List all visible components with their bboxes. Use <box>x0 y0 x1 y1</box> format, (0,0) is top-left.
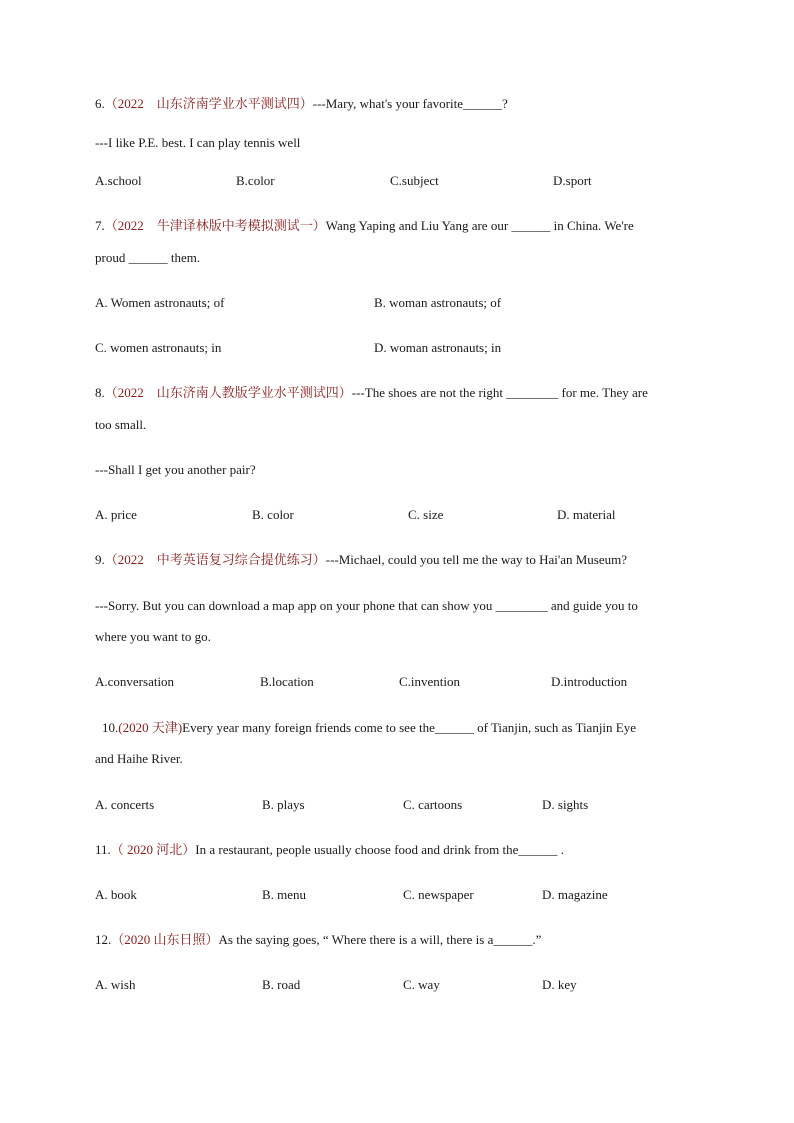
question-9-option-a[interactable]: A.conversation <box>95 674 175 689</box>
question-text: Wang Yaping and Liu Yang are our ______ in China. We're <box>325 218 634 233</box>
question-10-line-2: and Haihe River. <box>95 751 183 766</box>
question-8-option-b[interactable]: B. color <box>252 507 294 522</box>
question-8-option-a[interactable]: A. price <box>95 507 137 522</box>
question-number: 8. <box>95 385 105 400</box>
question-9-option-d[interactable]: D.introduction <box>551 674 628 689</box>
question-12-option-d[interactable]: D. key <box>542 977 577 992</box>
question-text: ---Mary, what's your favorite______? <box>312 96 508 111</box>
question-source: （ 2020 河北） <box>110 842 196 857</box>
question-source: (2020 天津) <box>118 720 183 735</box>
question-7-line-2: proud ______ them. <box>95 250 201 265</box>
question-8-option-d[interactable]: D. material <box>557 507 616 522</box>
question-7-option-a[interactable]: A. Women astronauts; of <box>95 295 225 310</box>
question-12-option-c[interactable]: C. way <box>403 977 440 992</box>
question-10-option-d[interactable]: D. sights <box>542 797 589 812</box>
question-source: （2022 中考英语复习综合提优练习） <box>104 552 326 567</box>
question-text: ---Michael, could you tell me the way to Hai'an Museum? <box>325 552 628 567</box>
question-6-option-d[interactable]: D.sport <box>553 173 592 188</box>
question-9-line-2: ---Sorry. But you can download a map app on your phone that can show you ________ and guide you to <box>95 598 638 613</box>
question-10-option-c[interactable]: C. cartoons <box>403 797 463 812</box>
question-text: ---The shoes are not the right ________ for me. They are <box>351 385 648 400</box>
question-8-option-c[interactable]: C. size <box>408 507 444 522</box>
question-8-line-2: too small. <box>95 417 147 432</box>
question-12-stem <box>95 932 541 948</box>
question-7-option-d[interactable]: D. woman astronauts; in <box>374 340 502 355</box>
question-11-option-a[interactable]: A. book <box>95 887 137 902</box>
question-7-option-c[interactable]: C. women astronauts; in <box>95 340 222 355</box>
question-10-option-a[interactable]: A. concerts <box>95 797 155 812</box>
question-6-option-c[interactable]: C.subject <box>390 173 439 188</box>
question-9-option-c[interactable]: C.invention <box>399 674 461 689</box>
question-11-option-d[interactable]: D. magazine <box>542 887 608 902</box>
question-text: In a restaurant, people usually choose food and drink from the______ . <box>195 842 564 857</box>
question-11-option-c[interactable]: C. newspaper <box>403 887 474 902</box>
question-number: 6. <box>95 96 105 111</box>
question-number: 7. <box>95 218 105 233</box>
question-9-line-3: where you want to go. <box>95 629 211 644</box>
question-source: （2022 牛津译林版中考模拟测试一） <box>104 218 326 233</box>
question-number: 12. <box>95 932 112 947</box>
question-6-line-2: ---I like P.E. best. I can play tennis well <box>95 135 301 150</box>
question-7-option-b[interactable]: B. woman astronauts; of <box>374 295 502 310</box>
question-text: As the saying goes, “ Where there is a will, there is a______.” <box>218 932 542 947</box>
question-6-option-a[interactable]: A.school <box>95 173 142 188</box>
question-10-stem <box>102 720 636 736</box>
question-8-stem <box>95 385 648 401</box>
question-text: Every year many foreign friends come to see the______ of Tianjin, such as Tianjin Eye <box>182 720 637 735</box>
question-7-stem <box>95 218 634 234</box>
question-10-option-b[interactable]: B. plays <box>262 797 305 812</box>
question-number: 9. <box>95 552 105 567</box>
question-9-option-b[interactable]: B.location <box>260 674 314 689</box>
question-6-stem <box>95 96 508 112</box>
question-11-option-b[interactable]: B. menu <box>262 887 307 902</box>
question-12-option-b[interactable]: B. road <box>262 977 301 992</box>
question-11-stem <box>95 842 564 858</box>
question-source: （2022 山东济南人教版学业水平测试四） <box>104 385 352 400</box>
question-source: （2020 山东日照） <box>111 932 219 947</box>
question-9-stem <box>95 552 627 568</box>
question-number: 11. <box>95 842 111 857</box>
question-12-option-a[interactable]: A. wish <box>95 977 136 992</box>
question-number: 10. <box>102 720 119 735</box>
question-8-line-3: ---Shall I get you another pair? <box>95 462 256 477</box>
question-source: （2022 山东济南学业水平测试四） <box>104 96 313 111</box>
question-6-option-b[interactable]: B.color <box>236 173 275 188</box>
